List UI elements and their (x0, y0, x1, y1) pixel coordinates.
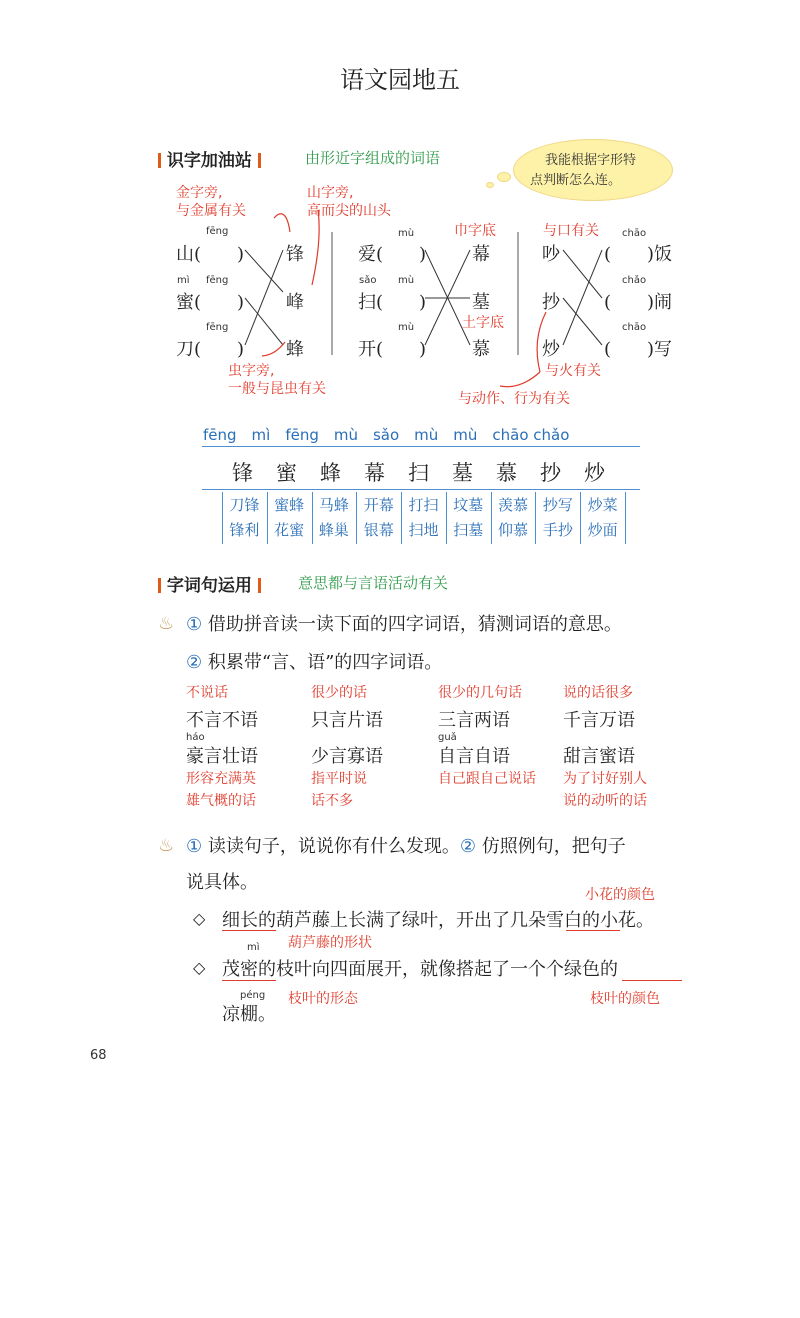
word-cell: 抄写 (542, 496, 573, 514)
word-cell: 炒菜 (587, 496, 618, 514)
section-hint: 意思都与言语活动有关 (298, 574, 449, 592)
note-line: 一般与昆虫有关 (228, 381, 326, 397)
group1-left-char: 山( ) (176, 244, 245, 265)
idiom-note: 雄气概的话 (186, 793, 256, 809)
group2-right-char: 墓 (472, 292, 490, 313)
group1-right-char: 蜂 (286, 339, 304, 360)
word-cell: 炒面 (587, 521, 618, 539)
section-title: 识字加油站 (166, 151, 252, 171)
group2-right-char: 慕 (472, 339, 490, 360)
table-divider (625, 492, 626, 544)
idiom: 只言片语 (311, 710, 383, 731)
word-cell: 刀锋 (229, 496, 260, 514)
sentence-2: 茂密的枝叶向四面展开，就像搭起了一个个绿色的 (222, 959, 618, 980)
note-leaf-shape: 枝叶的形态 (288, 991, 358, 1007)
word-cell: 锋利 (229, 521, 260, 539)
idiom: 豪言壮语 (186, 746, 258, 767)
task1-line2: ② 积累带“言、语”的四字词语。 (186, 652, 443, 673)
group1-left-char: 刀( ) (176, 339, 245, 360)
bubble-line: 点判断怎么连。 (530, 173, 622, 188)
pinyin: chāo (622, 322, 647, 333)
idiom-note: 自己跟自己说话 (438, 771, 536, 787)
note-line: 虫字旁, (228, 363, 275, 379)
underline (622, 980, 682, 981)
task2-line2: 说具体。 (186, 872, 258, 893)
note-line: 与金属有关 (176, 203, 246, 219)
pinyin: fēng (206, 275, 229, 286)
pinyin: fēng (206, 322, 229, 333)
answer-pinyin-row: fēng mì fēng mù sǎo mù mù chāo chǎo (203, 426, 570, 444)
answer-rule-top (202, 446, 640, 447)
group2-left-char: 开( ) (358, 339, 427, 360)
word-cell: 仰慕 (498, 521, 529, 539)
group3-left-char: 吵 (542, 244, 560, 265)
underline (566, 930, 620, 931)
idiom: 三言两语 (438, 710, 510, 731)
pinyin: mù (398, 275, 415, 286)
idiom: 少言寡语 (311, 746, 383, 767)
idiom-note: 很少的几句话 (438, 685, 522, 701)
note-fire: 与火有关 (545, 363, 601, 379)
pinyin: mì (177, 275, 190, 286)
word-cell: 扫墓 (453, 521, 484, 539)
group3-right-char: ( )写 (604, 339, 673, 360)
note-action: 与动作、行为有关 (458, 391, 570, 407)
page-number: 68 (90, 1048, 107, 1063)
idiom: 甜言蜜语 (563, 746, 635, 767)
idiom-note: 说的动听的话 (563, 793, 647, 809)
group3-left-char: 抄 (542, 292, 560, 313)
idiom-note: 话不多 (311, 793, 353, 809)
bubble-line: 我能根据字形特 (545, 153, 637, 168)
pinyin: péng (240, 990, 266, 1001)
pinyin: fēng (206, 226, 229, 237)
note-line: 金字旁, (176, 185, 223, 201)
idiom: 自言自语 (438, 746, 510, 767)
word-table (222, 492, 625, 544)
group1-right-char: 峰 (286, 292, 304, 313)
task2-line1: ① 读读句子，说说你有什么发现。② 仿照例句，把句子 (186, 836, 626, 857)
pinyin: chāo (622, 228, 647, 239)
section-hint: 由形近字组成的词语 (305, 149, 441, 167)
note-flower-color: 小花的颜色 (585, 887, 655, 903)
idiom-note: 为了讨好别人 (563, 771, 647, 787)
group2-left-char: 爱( ) (358, 244, 427, 265)
header-bar-right (258, 578, 261, 593)
diamond-bullet: ◇ (193, 958, 206, 977)
idiom-note: 很少的话 (311, 685, 367, 701)
group3-right-char: ( )闹 (604, 292, 673, 313)
idiom-note: 形容充满英 (186, 771, 256, 787)
matching-lines (0, 0, 800, 420)
underline (222, 980, 276, 981)
word-cell: 扫地 (408, 521, 439, 539)
note-mouth: 与口有关 (543, 223, 599, 239)
word-cell: 银幕 (363, 521, 394, 539)
sentence-1: 细长的葫芦藤上长满了绿叶，开出了几朵雪白的小花。 (222, 910, 654, 931)
group3-left-char: 炒 (542, 339, 560, 360)
pinyin: mù (398, 228, 415, 239)
note-line: 高而尖的山头 (307, 203, 391, 219)
note-line: 山字旁, (307, 185, 354, 201)
group3-right-char: ( )饭 (604, 244, 673, 265)
note-leaf-color: 枝叶的颜色 (590, 991, 660, 1007)
page-title: 语文园地五 (340, 66, 460, 94)
answer-rule-bottom (202, 489, 640, 490)
note-cloth-bottom: 巾字底 (454, 223, 496, 239)
word-cell: 手抄 (542, 521, 573, 539)
note-earth-bottom: 土字底 (462, 315, 504, 331)
word-cell: 马蜂 (318, 496, 349, 514)
note-vine-shape: 葫芦藤的形状 (288, 935, 372, 951)
idiom-note: 指平时说 (311, 771, 367, 787)
sentence-2-end: 凉棚。 (222, 1004, 276, 1025)
pinyin: guǎ (438, 732, 457, 743)
idiom-note: 说的话很多 (563, 685, 633, 701)
reading-icon: ♨ (158, 613, 175, 634)
pinyin: mì (247, 942, 260, 953)
underline (222, 930, 276, 931)
task1-line1: ① 借助拼音读一读下面的四字词语，猜测词语的意思。 (186, 614, 622, 635)
word-cell: 蜜蜂 (274, 496, 305, 514)
reading-icon: ♨ (158, 835, 175, 856)
word-cell: 羡慕 (498, 496, 529, 514)
group2-right-char: 幕 (472, 244, 490, 265)
pinyin: sǎo (359, 275, 377, 286)
section-header-usage (158, 571, 261, 596)
section-title: 字词句运用 (166, 576, 252, 596)
pinyin: chǎo (622, 275, 647, 286)
pinyin: háo (186, 732, 205, 743)
idiom-note: 不说话 (186, 685, 228, 701)
word-cell: 坟墓 (453, 496, 484, 514)
group1-left-char: 蜜( ) (176, 292, 245, 313)
group1-right-char: 锋 (286, 244, 304, 265)
idiom: 不言不语 (186, 710, 258, 731)
word-cell: 开幕 (363, 496, 394, 514)
idiom: 千言万语 (563, 710, 635, 731)
group2-left-char: 扫( ) (358, 292, 427, 313)
idioms-grid (186, 682, 686, 812)
pinyin: mù (398, 322, 415, 333)
word-cell: 打扫 (408, 496, 439, 514)
answer-chars-row: 锋 蜜 蜂 幕 扫 墓 慕 抄 炒 (232, 461, 606, 485)
header-bar-left (158, 578, 161, 593)
word-cell: 花蜜 (274, 521, 305, 539)
diamond-bullet: ◇ (193, 909, 206, 928)
word-cell: 蜂巢 (318, 521, 349, 539)
